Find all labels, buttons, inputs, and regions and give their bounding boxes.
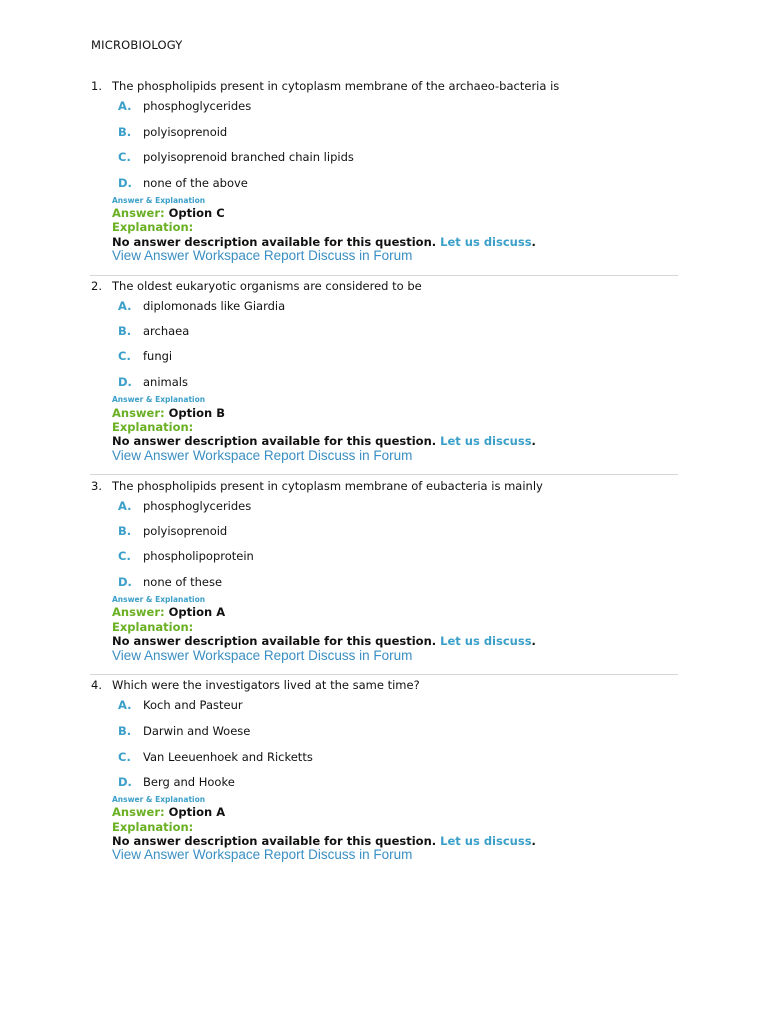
- answer-label: Answer:: [112, 406, 165, 420]
- option-text: Koch and Pasteur: [143, 698, 243, 712]
- option-text: polyisoprenoid: [143, 524, 228, 538]
- question-block-3: [0, 479, 768, 679]
- question-number: 1.: [91, 79, 102, 93]
- action-links: [112, 448, 412, 463]
- discuss-in-forum-link[interactable]: Discuss in Forum: [308, 847, 413, 862]
- view-answer-link[interactable]: View Answer: [112, 847, 190, 862]
- option-letter: D.: [118, 775, 132, 789]
- option-text: archaea: [143, 324, 190, 338]
- explanation-label: Explanation:: [112, 620, 194, 634]
- answer-value: Option A: [168, 805, 226, 819]
- option-letter: A.: [118, 698, 132, 712]
- let-us-discuss-link[interactable]: Let us discuss: [440, 834, 532, 848]
- answer-explanation-link[interactable]: Answer & Explanation: [112, 395, 206, 404]
- question-text: The phospholipids present in cytoplasm membrane of the archaeo-bacteria is: [112, 79, 560, 93]
- workspace-link[interactable]: Workspace: [192, 248, 261, 263]
- workspace-link[interactable]: Workspace: [192, 847, 261, 862]
- action-links: [112, 847, 412, 862]
- answer-value: Option A: [168, 605, 226, 619]
- no-description-text: No answer description available for this question.: [112, 634, 437, 648]
- option-letter: A.: [118, 99, 132, 113]
- discuss-in-forum-link[interactable]: Discuss in Forum: [308, 448, 413, 463]
- answer-label: Answer:: [112, 805, 165, 819]
- period: .: [531, 634, 536, 648]
- option-text: polyisoprenoid: [143, 125, 228, 139]
- answer-explanation-link[interactable]: Answer & Explanation: [112, 595, 206, 604]
- option-letter: C.: [118, 349, 131, 363]
- report-link[interactable]: Report: [263, 448, 305, 463]
- report-link[interactable]: Report: [263, 847, 305, 862]
- answer-label: Answer:: [112, 605, 165, 619]
- discuss-in-forum-link[interactable]: Discuss in Forum: [308, 648, 413, 663]
- answer-label: Answer:: [112, 206, 165, 220]
- question-number: 2.: [91, 279, 102, 293]
- answer-explanation-link[interactable]: Answer & Explanation: [112, 196, 206, 205]
- option-letter: B.: [118, 125, 132, 139]
- option-letter: D.: [118, 375, 132, 389]
- report-link[interactable]: Report: [263, 248, 305, 263]
- divider: [90, 674, 678, 675]
- option-text: phosphoglycerides: [143, 99, 252, 113]
- option-text: none of the above: [143, 176, 248, 190]
- option-text: polyisoprenoid branched chain lipids: [143, 150, 354, 164]
- question-text: Which were the investigators lived at the same time?: [112, 678, 420, 692]
- explanation-text: [112, 434, 536, 448]
- option-text: phospholipoprotein: [143, 549, 254, 563]
- explanation-text: [112, 235, 536, 249]
- option-letter: C.: [118, 750, 131, 764]
- option-text: phosphoglycerides: [143, 499, 252, 513]
- divider: [90, 474, 678, 475]
- question-text: The phospholipids present in cytoplasm membrane of eubacteria is mainly: [112, 479, 543, 493]
- option-letter: D.: [118, 176, 132, 190]
- view-answer-link[interactable]: View Answer: [112, 648, 190, 663]
- option-text: fungi: [143, 349, 173, 363]
- option-letter: B.: [118, 524, 132, 538]
- let-us-discuss-link[interactable]: Let us discuss: [440, 235, 532, 249]
- question-block-1: [0, 79, 768, 279]
- no-description-text: No answer description available for this question.: [112, 834, 437, 848]
- option-text: none of these: [143, 575, 223, 589]
- view-answer-link[interactable]: View Answer: [112, 248, 190, 263]
- option-letter: A.: [118, 499, 132, 513]
- workspace-link[interactable]: Workspace: [192, 448, 261, 463]
- question-number: 4.: [91, 678, 102, 692]
- explanation-text: [112, 834, 536, 848]
- question-block-2: [0, 279, 768, 479]
- explanation-label: Explanation:: [112, 420, 194, 434]
- option-letter: A.: [118, 299, 132, 313]
- let-us-discuss-link[interactable]: Let us discuss: [440, 634, 532, 648]
- divider: [90, 275, 678, 276]
- answer-row: [112, 206, 225, 220]
- report-link[interactable]: Report: [263, 648, 305, 663]
- view-answer-link[interactable]: View Answer: [112, 448, 190, 463]
- explanation-text: [112, 634, 536, 648]
- explanation-label: Explanation:: [112, 820, 194, 834]
- action-links: [112, 648, 412, 663]
- answer-value: Option C: [168, 206, 225, 220]
- period: .: [531, 834, 536, 848]
- question-block-4: [0, 678, 768, 878]
- option-text: animals: [143, 375, 188, 389]
- workspace-link[interactable]: Workspace: [192, 648, 261, 663]
- option-text: Van Leeuenhoek and Ricketts: [143, 750, 313, 764]
- no-description-text: No answer description available for this question.: [112, 235, 437, 249]
- question-number: 3.: [91, 479, 102, 493]
- option-text: diplomonads like Giardia: [143, 299, 286, 313]
- period: .: [531, 235, 536, 249]
- option-letter: B.: [118, 724, 132, 738]
- action-links: [112, 248, 412, 263]
- explanation-label: Explanation:: [112, 220, 194, 234]
- answer-explanation-link[interactable]: Answer & Explanation: [112, 795, 206, 804]
- question-text: The oldest eukaryotic organisms are considered to be: [112, 279, 422, 293]
- answer-row: [112, 805, 225, 819]
- answer-row: [112, 605, 225, 619]
- option-letter: C.: [118, 150, 131, 164]
- option-text: Darwin and Woese: [143, 724, 251, 738]
- let-us-discuss-link[interactable]: Let us discuss: [440, 434, 532, 448]
- page-title: MICROBIOLOGY: [91, 38, 183, 52]
- option-text: Berg and Hooke: [143, 775, 235, 789]
- answer-row: [112, 406, 225, 420]
- answer-value: Option B: [168, 406, 225, 420]
- discuss-in-forum-link[interactable]: Discuss in Forum: [308, 248, 413, 263]
- option-letter: D.: [118, 575, 132, 589]
- period: .: [531, 434, 536, 448]
- no-description-text: No answer description available for this question.: [112, 434, 437, 448]
- option-letter: B.: [118, 324, 132, 338]
- option-letter: C.: [118, 549, 131, 563]
